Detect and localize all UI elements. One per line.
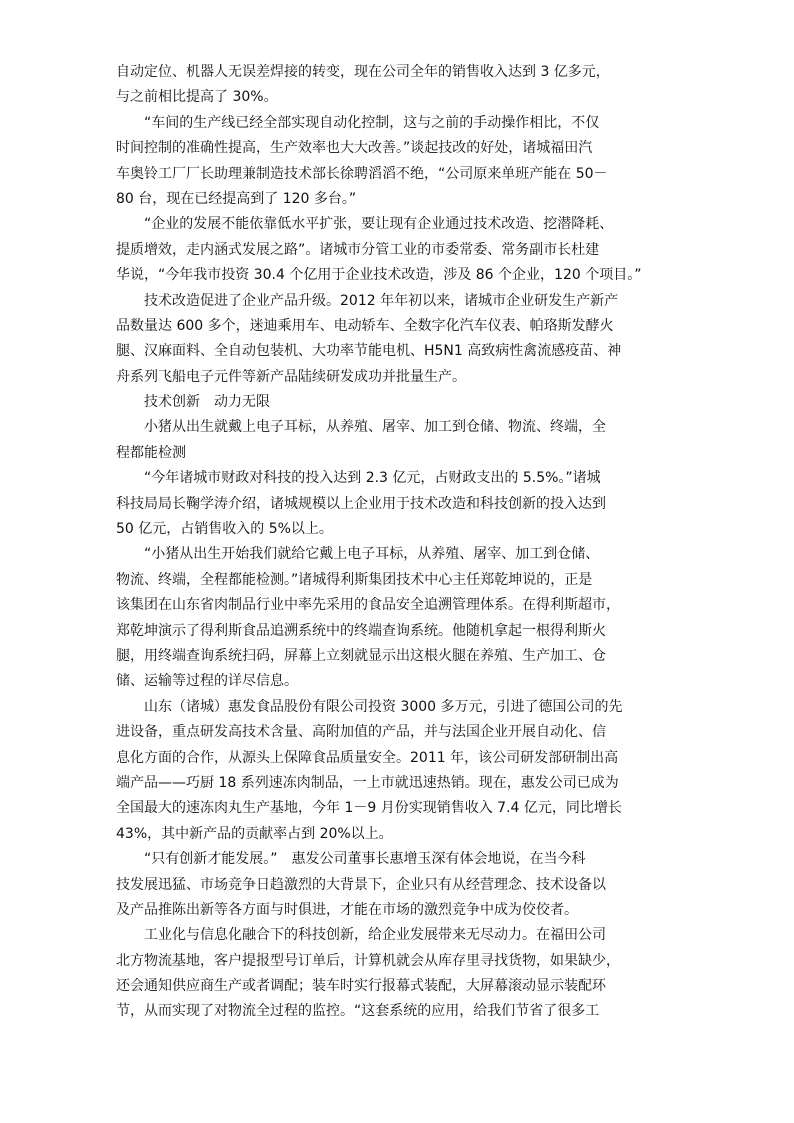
text-line: 端产品——巧厨 18 系列速冻肉制品，一上市就迅速热销。现在，惠发公司已成为 (116, 774, 619, 791)
text-line: 山东（诸城）惠发食品股份有限公司投资 3000 多万元，引进了德国公司的先 (144, 698, 623, 715)
text-line: 北方物流基地，客户提报型号订单后，计算机就会从库存里寻找货物，如果缺少， (116, 952, 620, 969)
text-line: 43%，其中新产品的贡献率占到 20%以上。 (116, 825, 393, 842)
text-line: 技术改造促进了企业产品升级。2012 年年初以来，诸城市企业研发生产新产 (144, 292, 619, 309)
document-page (116, 60, 680, 1025)
text-line: 工业化与信息化融合下的科技创新，给企业发展带来无尽动力。在福田公司 (144, 927, 606, 944)
text-line: 节，从而实现了对物流全过程的监控。“这套系统的应用，给我们节省了很多工 (116, 1003, 600, 1020)
text-line: 自动定位、机器人无误差焊接的转变，现在公司全年的销售收入达到 3 亿多元， (116, 64, 610, 80)
text-line: 时间控制的准确性提高，生产效率也大大改善。”谈起技改的好处，诸城福田汽 (116, 140, 593, 157)
text-line: “今年诸城市财政对科技的投入达到 2.3 亿元，占财政支出的 5.5%。”诸城 (144, 470, 601, 487)
text-line: 及产品推陈出新等各方面与时俱进，才能在市场的激烈竞争中成为佼佼者。 (116, 901, 578, 918)
text-line: 物流、终端，全程都能检测。”诸城得利斯集团技术中心主任郑乾坤说的，正是 (116, 571, 593, 588)
document-body (116, 60, 680, 1025)
text-line: “只有创新才能发展。” 惠发公司董事长惠增玉深有体会地说，在当今科 (144, 851, 586, 868)
text-line: 还会通知供应商生产或者调配；装车时实行报幕式装配，大屏幕滚动显示装配环 (116, 978, 606, 995)
text-line: 小猪从出生就戴上电子耳标，从养殖、屠宰、加工到仓储、物流、终端，全 (144, 419, 606, 436)
text-line: 舟系列飞船电子元件等新产品陆续研发成功并批量生产。 (116, 368, 466, 385)
text-line: 该集团在山东省肉制品行业中率先采用的食品安全追溯管理体系。在得利斯超市， (116, 597, 620, 614)
text-line: 进设备，重点研发高技术含量、高附加值的产品，并与法国企业开展自动化、信 (116, 724, 606, 741)
text-line: 品数量达 600 多个，迷迪乘用车、电动轿车、全数字化汽车仪表、帕珞斯发酵火 (116, 317, 614, 334)
text-line: 技发展迅猛、市场竞争日趋激烈的大背景下，企业只有从经营理念、技术设备以 (116, 876, 606, 893)
text-line: 郑乾坤演示了得利斯食品追溯系统中的终端查询系统。他随机拿起一根得利斯火 (116, 622, 606, 639)
text-line: “小猪从出生开始我们就给它戴上电子耳标，从养殖、屠宰、加工到仓储、 (144, 546, 600, 563)
text-line: 程都能检测 (116, 444, 186, 461)
text-line: 80 台，现在已经提高到了 120 多台。” (116, 190, 357, 207)
text-line: “车间的生产线已经全部实现自动化控制，这与之前的手动操作相比，不仅 (144, 114, 600, 131)
text-line: 全国最大的速冻肉丸生产基地，今年 1－9 月份实现销售收入 7.4 亿元，同比增长 (116, 800, 622, 817)
text-line: 华说，“今年我市投资 30.4 个亿用于企业技术改造，涉及 86 个企业，120 个项目。” (116, 267, 642, 284)
text-line: “企业的发展不能依靠低水平扩张，要让现有企业通过技术改造、挖潜降耗、 (144, 216, 614, 233)
text-line: 与之前相比提高了 30%。 (116, 89, 278, 106)
text-line: 车奥铃工厂厂长助理兼制造技术部长徐聘滔滔不绝，“公司原来单班产能在 50－ (116, 165, 608, 182)
text-line: 腿，用终端查询系统扫码，屏幕上立刻就显示出这根火腿在养殖、生产加工、仓 (116, 647, 606, 664)
text-line: 50 亿元，占销售收入的 5%以上。 (116, 521, 333, 538)
text-line: 腿、汉麻面料、全自动包装机、大功率节能电机、H5N1 高致病性禽流感疫苗、神 (116, 343, 622, 360)
text-line: 科技局局长鞠学涛介绍，诸城规模以上企业用于技术改造和科技创新的投入达到 (116, 495, 606, 512)
text-line: 息化方面的合作，从源头上保障食品质量安全。2011 年，该公司研发部研制出高 (116, 749, 619, 766)
text-line: 提质增效，走内涵式发展之路”。诸城市分管工业的市委常委、常务副市长杜建 (116, 241, 600, 258)
text-line: 储、运输等过程的详尽信息。 (116, 673, 298, 690)
text-line: 技术创新 动力无限 (144, 394, 270, 411)
